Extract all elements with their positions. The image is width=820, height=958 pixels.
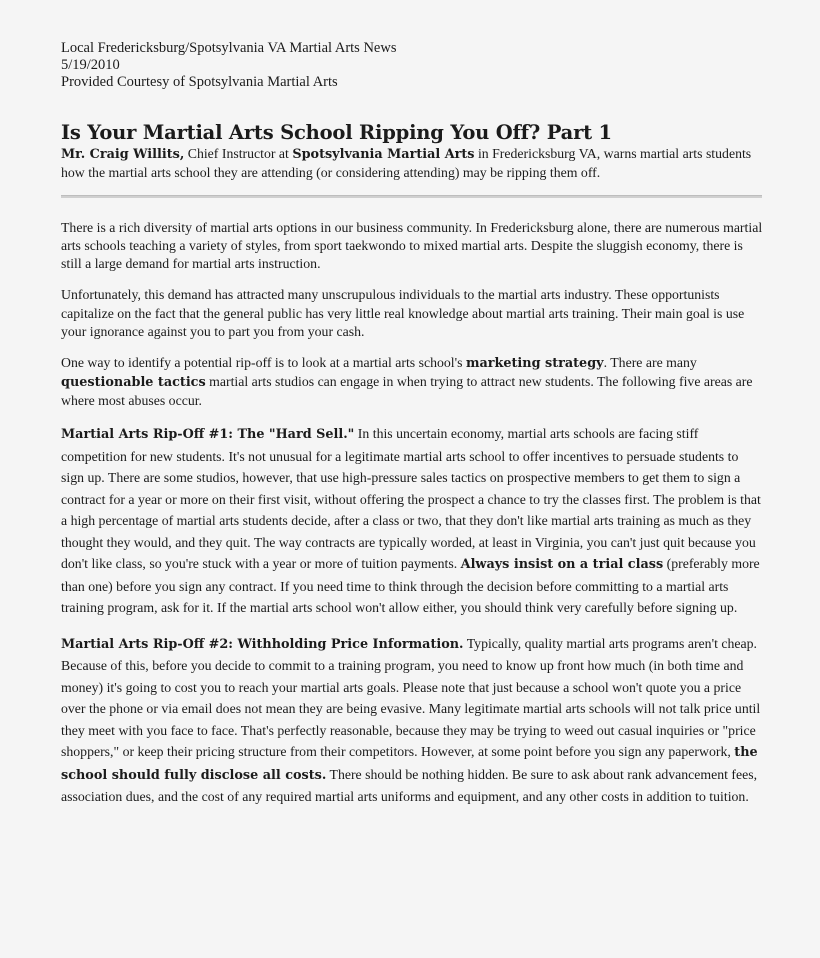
ripoff-2-heading: Martial Arts Rip-Off #2: Withholding Price Information.: [61, 636, 464, 652]
paragraph-marketing: [61, 354, 763, 410]
intro-author-name: Mr. Craig Willits,: [61, 147, 185, 162]
section-divider: [61, 195, 762, 198]
paragraph-ripoff-1: [61, 423, 763, 619]
ripoff-2-text-a: Typically, quality martial arts programs aren't cheap. Because of this, before you decide to commit to a training program, you need to know up front how much (in both time and money) it's going to cost you to reach your martial arts goals. Please note that just because a school won't quote you a price over the phone or via email does not mean they are being evasive. Many legitimate martial arts schools will not talk price until they meet with you face to face. That's perfectly reasonable, because they may be trying to weed out casual inquiries or "price shoppers," or keep their pricing structure from their competitors. However, at some point before you sign any paperwork,: [61, 635, 761, 760]
ripoff-1-text-b: (preferably more than one) before you sign any contract. If you need time to think through the decision before committing to a martial arts training program, ask for it. If the martial arts school won't allow either, you should think very carefully before signing up.: [61, 556, 760, 616]
paragraph-marketing-bold-tactics: questionable tactics: [61, 374, 206, 390]
intro-author-role: Chief Instructor at: [184, 146, 293, 161]
header-courtesy: Provided Courtesy of Spotsylvania Martial Arts: [61, 74, 338, 90]
paragraph-marketing-text-d: martial arts studios can engage in when trying to attract new students. The following five areas are where most abuses occur.: [61, 373, 753, 408]
paragraph-diversity: There is a rich diversity of martial arts options in our business community. In Fredericksburg alone, there are numerous martial arts schools teaching a variety of styles, from sport taekwondo to mixed martial arts. Despite the sluggish economy, there is still a large demand for martial arts instruction.: [61, 220, 763, 272]
header-source: Local Fredericksburg/Spotsylvania VA Martial Arts News: [61, 40, 397, 56]
paragraph-unscrupulous: Unfortunately, this demand has attracted many unscrupulous individuals to the martial arts industry. These opportunists capitalize on the fact that the general public has very little real knowledge about martial arts training. Their main goal is use your ignorance against you to part you from your cash.: [61, 287, 745, 339]
article-intro: [61, 145, 763, 182]
article-title: Is Your Martial Arts School Ripping You Off? Part 1: [61, 121, 612, 144]
intro-school-name: Spotsylvania Martial Arts: [292, 147, 475, 162]
header-date: 5/19/2010: [61, 57, 120, 73]
paragraph-ripoff-2: [61, 633, 763, 808]
ripoff-1-heading: Martial Arts Rip-Off #1: The "Hard Sell.": [61, 427, 355, 443]
ripoff-1-text-a: In this uncertain economy, martial arts schools are facing stiff competition for new students. It's not unusual for a legitimate martial arts school to offer incentives to persuade students to sign up. There are some studios, however, that use high-pressure sales tactics on prospective members to get them to sign a contract for a year or more on their first visit, without offering the prospect a chance to try the classes first. The problem is that a high percentage of martial arts students decide, after a class or two, that they don't like martial arts training as much as they thought they would, and they quit. The way contracts are typically worded, at least in Virginia, you can't just quit because you don't like class, so you're stuck with a year or more of tuition payments.: [61, 426, 761, 572]
paragraph-marketing-bold-strategy: marketing strategy: [465, 355, 604, 371]
intro-summary: in Fredericksburg VA, warns martial arts students how the martial arts school they are attending (or considering attending) may be ripping them off.: [61, 146, 752, 181]
document-header: [61, 40, 763, 91]
document-content: [61, 40, 763, 808]
paragraph-marketing-text-c: . There are many: [603, 354, 697, 370]
ripoff-2-bold-disclose: the school should fully disclose all costs.: [61, 745, 758, 783]
ripoff-1-bold-trial: Always insist on a trial class: [460, 557, 664, 573]
paragraph-marketing-text-a: One way to identify a potential rip-off is to look at a martial arts school's: [61, 354, 466, 370]
ripoff-2-text-b: There should be nothing hidden. Be sure to ask about rank advancement fees, association dues, and the cost of any required martial arts uniforms and equipment, and any other costs in addition to tuition.: [61, 766, 758, 805]
